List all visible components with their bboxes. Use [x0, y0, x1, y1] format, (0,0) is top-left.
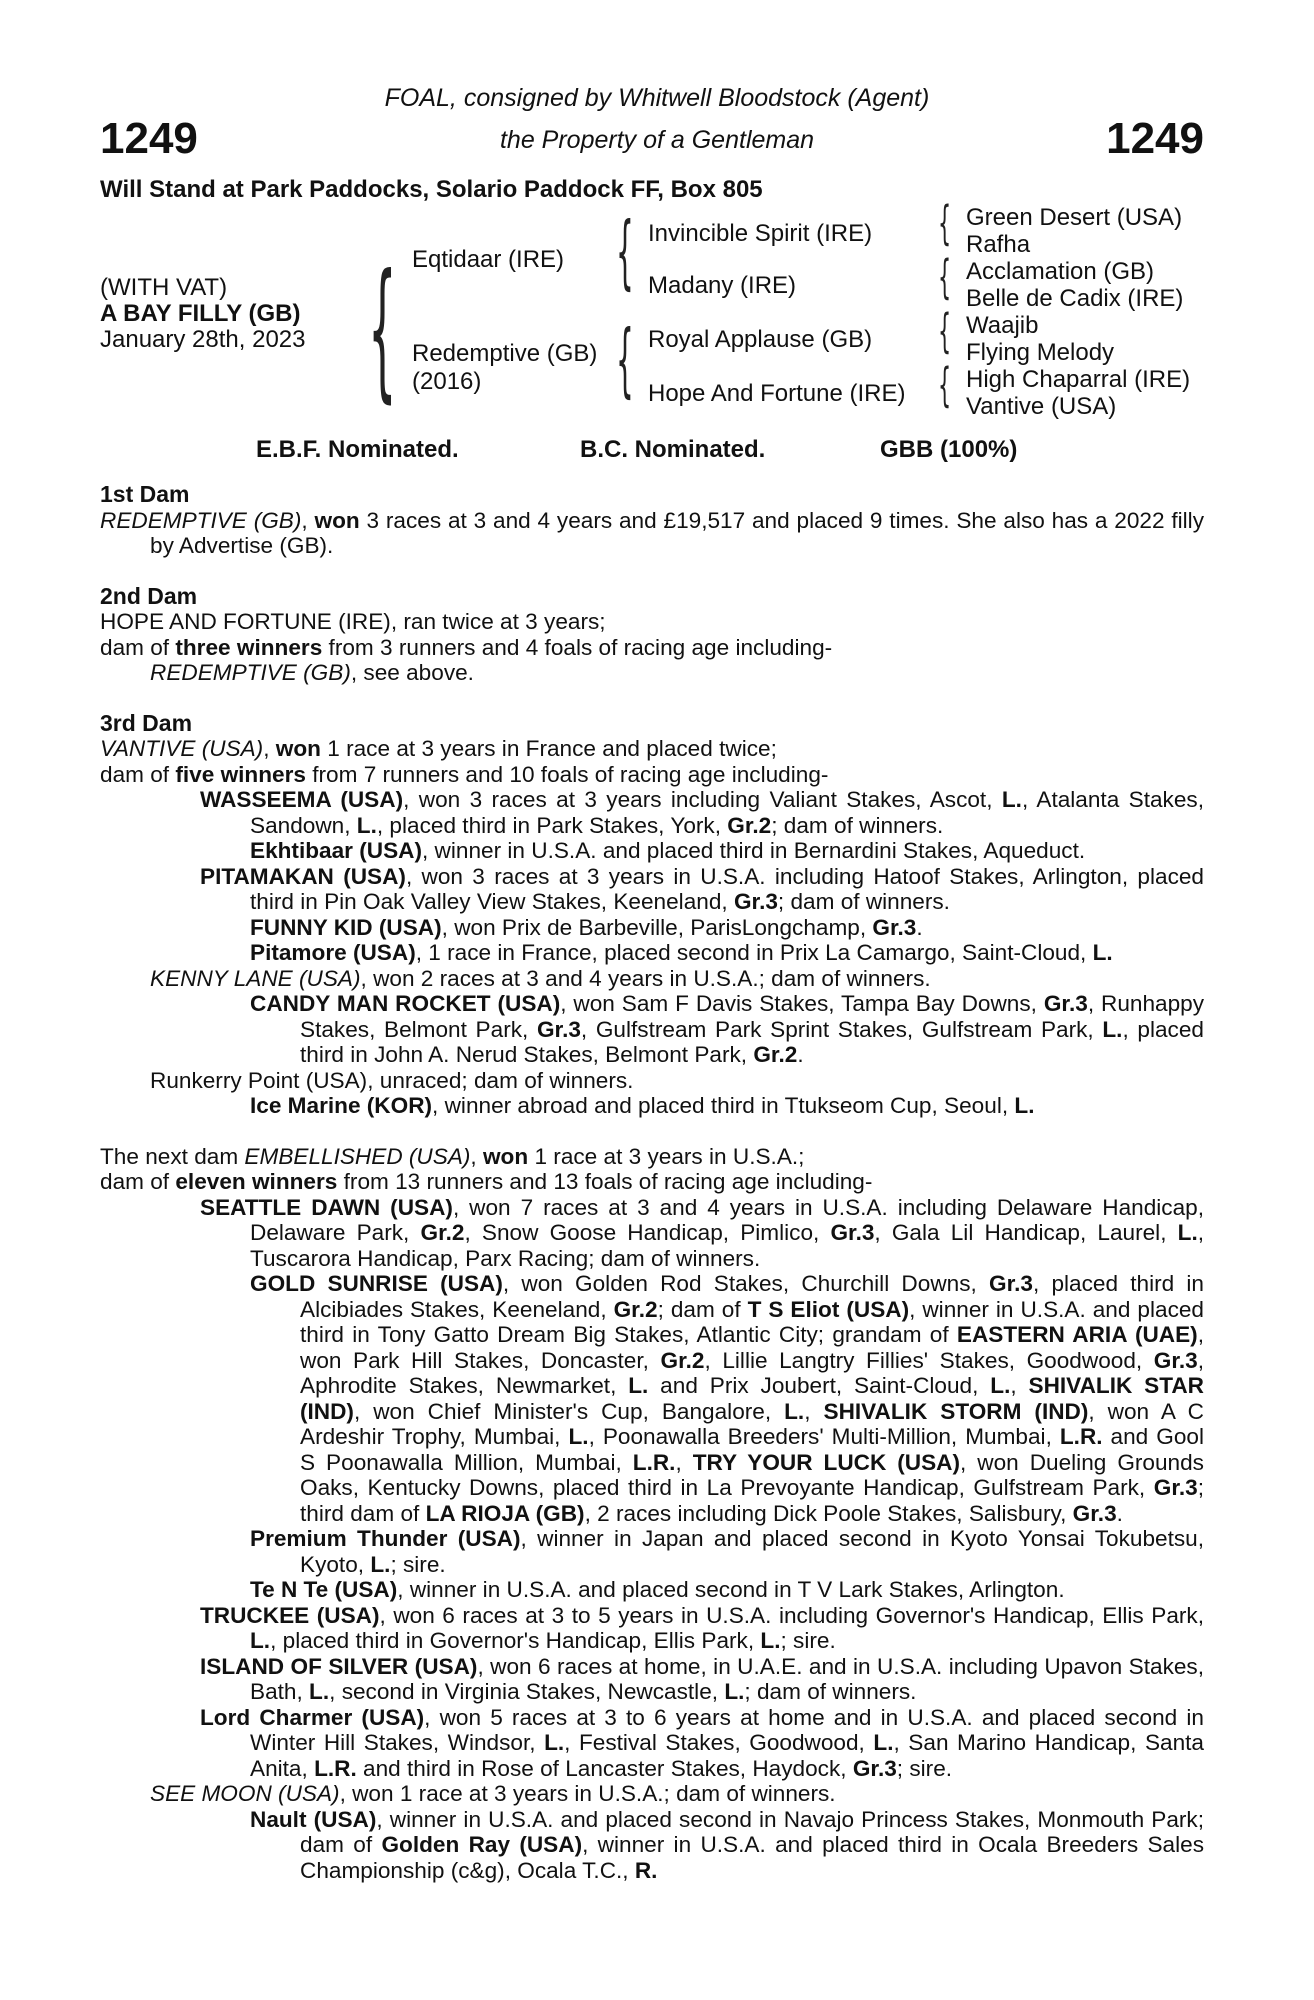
dam-dam: Hope And Fortune (IRE): [648, 380, 906, 407]
gbb-rating: GBB (100%): [880, 436, 1018, 463]
catalogue-body: [100, 482, 1204, 1883]
gg-2: Rafha: [966, 231, 1031, 258]
sire-sire: Invincible Spirit (IRE): [648, 220, 873, 247]
next-dam-produce: dam of eleven winners from 13 runners and 13 foals of racing age including-: [100, 1169, 873, 1194]
list-item: Nault (USA), winner in U.S.A. and placed second in Navajo Princess Stakes, Monmouth Park; dam of Golden Ray (USA), winner in U.S.A. and placed third in Ocala Breeders Sales Championship (c&g), Ocala T.C., R.: [250, 1806, 1205, 1883]
second-dam-produce: dam of three winners from 3 runners and 4 foals of racing age including-: [100, 634, 833, 660]
lot-number-left: 1249: [100, 114, 198, 163]
gg-7: High Chaparral (IRE): [966, 366, 1191, 393]
list-item: Te N Te (USA), winner in U.S.A. and placed second in T V Lark Stakes, Arlington.: [250, 1577, 1065, 1602]
list-item: WASSEEMA (USA), won 3 races at 3 years including Valiant Stakes, Ascot, L., Atalanta Stakes, Sandown, L., placed third in Park Stakes, York, Gr.2; dam of winners.: [200, 787, 1204, 838]
brace-4b: {: [938, 250, 952, 304]
list-item: REDEMPTIVE (GB), see above.: [150, 660, 474, 685]
gg-8: Vantive (USA): [966, 393, 1117, 420]
first-dam-entry: REDEMPTIVE (GB), won 3 races at 3 and 4 years and £19,517 and placed 9 times. She also has a 2022 filly by Advertise (GB).: [100, 507, 1204, 558]
list-item: SEE MOON (USA), won 1 race at 3 years in U.S.A.; dam of winners.: [150, 1781, 836, 1806]
list-item: GOLD SUNRISE (USA), won Golden Rod Stakes, Churchill Downs, Gr.3, placed third in Alcibiades Stakes, Keeneland, Gr.2; dam of T S Eliot (USA), winner in U.S.A. and placed third in Tony Gatto Dream Big Stakes, Atlantic City; grandam of EASTERN ARIA (UAE), won Park Hill Stakes, Doncaster, Gr.2, Lillie Langtry Fillies' Stakes, Goodwood, Gr.3, Aphrodite Stakes, Newmarket, L. and Prix Joubert, Saint-Cloud, L., SHIVALIK STAR (IND), won Chief Minister's Cup, Bangalore, L., SHIVALIK STORM (IND), won A C Ardeshir Trophy, Mumbai, L., Poonawalla Breeders' Multi-Million, Mumbai, L.R. and Gool S Poonawalla Million, Mumbai, L.R., TRY YOUR LUCK (USA), won Dueling Grounds Oaks, Kentucky Downs, placed third in La Prevoyante Handicap, Gulfstream Park, Gr.3; third dam of LA RIOJA (GB), 2 races including Dick Poole Stakes, Salisbury, Gr.3.: [250, 1271, 1204, 1526]
gg-5: Waajib: [966, 312, 1039, 339]
gg-6: Flying Melody: [966, 339, 1115, 366]
list-item: ISLAND OF SILVER (USA), won 6 races at home, in U.A.E. and in U.S.A. including Upavon Stakes, Bath, L., second in Virginia Stakes, Newcastle, L.; dam of winners.: [200, 1653, 1204, 1704]
horse-dob: January 28th, 2023: [100, 326, 306, 353]
list-item: PITAMAKAN (USA), won 3 races at 3 years in U.S.A. including Hatoof Stakes, Arlington, placed third in Pin Oak Valley View Stakes, Keeneland, Gr.3; dam of winners.: [200, 863, 1205, 914]
third-dam-heading: 3rd Dam: [100, 709, 193, 736]
sire-dam: Madany (IRE): [648, 272, 797, 299]
gg-3: Acclamation (GB): [966, 258, 1155, 285]
dam-brace: {: [616, 313, 634, 406]
brace-4a: {: [938, 196, 952, 250]
dam: Redemptive (GB): [412, 340, 598, 367]
dam-year: (2016): [412, 368, 482, 395]
list-item: FUNNY KID (USA), won Prix de Barbeville, ParisLongchamp, Gr.3.: [250, 914, 923, 940]
stand-location: Will Stand at Park Paddocks, Solario Paddock FF, Box 805: [100, 176, 763, 203]
list-item: SEATTLE DAWN (USA), won 7 races at 3 and 4 years in U.S.A. including Delaware Handicap, Delaware Park, Gr.2, Snow Goose Handicap, Pimlico, Gr.3, Gala Lil Handicap, Laurel, L., Tuscarora Handicap, Parx Racing; dam of winners.: [200, 1194, 1205, 1271]
list-item: Ice Marine (KOR), winner abroad and placed third in Ttukseom Cup, Seoul, L.: [250, 1093, 1035, 1118]
third-dam-entry: VANTIVE (USA), won 1 race at 3 years in France and placed twice;: [100, 736, 777, 761]
list-item: KENNY LANE (USA), won 2 races at 3 and 4 years in U.S.A.; dam of winners.: [150, 965, 931, 991]
horse-name: A BAY FILLY (GB): [100, 300, 301, 327]
second-dam-entry: HOPE AND FORTUNE (IRE), ran twice at 3 years;: [100, 609, 606, 634]
next-dam-entry: The next dam EMBELLISHED (USA), won 1 race at 3 years in U.S.A.;: [100, 1143, 805, 1169]
sire-brace: {: [616, 205, 634, 298]
list-item: TRUCKEE (USA), won 6 races at 3 to 5 years in U.S.A. including Governor's Handicap, Ellis Park, L., placed third in Governor's Handicap, Ellis Park, L.; sire.: [200, 1602, 1204, 1653]
gg-1: Green Desert (USA): [966, 204, 1183, 231]
gg-4: Belle de Cadix (IRE): [966, 285, 1184, 312]
list-item: Ekhtibaar (USA), winner in U.S.A. and placed third in Bernardini Stakes, Aqueduct.: [250, 838, 1086, 863]
ebf-nominated: E.B.F. Nominated.: [256, 436, 459, 463]
list-item: Premium Thunder (USA), winner in Japan and placed second in Kyoto Yonsai Tokubetsu, Kyoto, L.; sire.: [250, 1526, 1204, 1577]
list-item: CANDY MAN ROCKET (USA), won Sam F Davis Stakes, Tampa Bay Downs, Gr.3, Runhappy Stakes, Belmont Park, Gr.3, Gulfstream Park Sprint Stakes, Gulfstream Park, L., placed third in John A. Nerud Stakes, Belmont Park, Gr.2.: [250, 991, 1205, 1067]
list-item: Runkerry Point (USA), unraced; dam of winners.: [150, 1067, 634, 1093]
brace-4c: {: [938, 304, 952, 358]
dam-sire: Royal Applause (GB): [648, 326, 873, 353]
brace-4d: {: [938, 358, 952, 412]
list-item: Lord Charmer (USA), won 5 races at 3 to 6 years at home and in U.S.A. and placed second in Winter Hill Stakes, Windsor, L., Festival Stakes, Goodwood, L., San Marino Handicap, Santa Anita, L.R. and third in Rose of Lancaster Stakes, Haydock, Gr.3; sire.: [200, 1704, 1204, 1781]
vat-note: (WITH VAT): [100, 274, 228, 301]
third-dam-produce: dam of five winners from 7 runners and 10 foals of racing age including-: [100, 761, 829, 787]
bc-nominated: B.C. Nominated.: [580, 436, 766, 463]
main-brace: {: [368, 243, 397, 417]
second-dam-heading: 2nd Dam: [100, 582, 198, 609]
consignor-line: FOAL, consigned by Whitwell Bloodstock (Agent): [384, 84, 930, 112]
list-item: Pitamore (USA), 1 race in France, placed second in Prix La Camargo, Saint-Cloud, L.: [250, 940, 1113, 965]
lot-number-right: 1249: [1106, 114, 1204, 163]
sire: Eqtidaar (IRE): [412, 246, 565, 273]
first-dam-heading: 1st Dam: [100, 481, 190, 507]
property-line: the Property of a Gentleman: [499, 126, 815, 154]
